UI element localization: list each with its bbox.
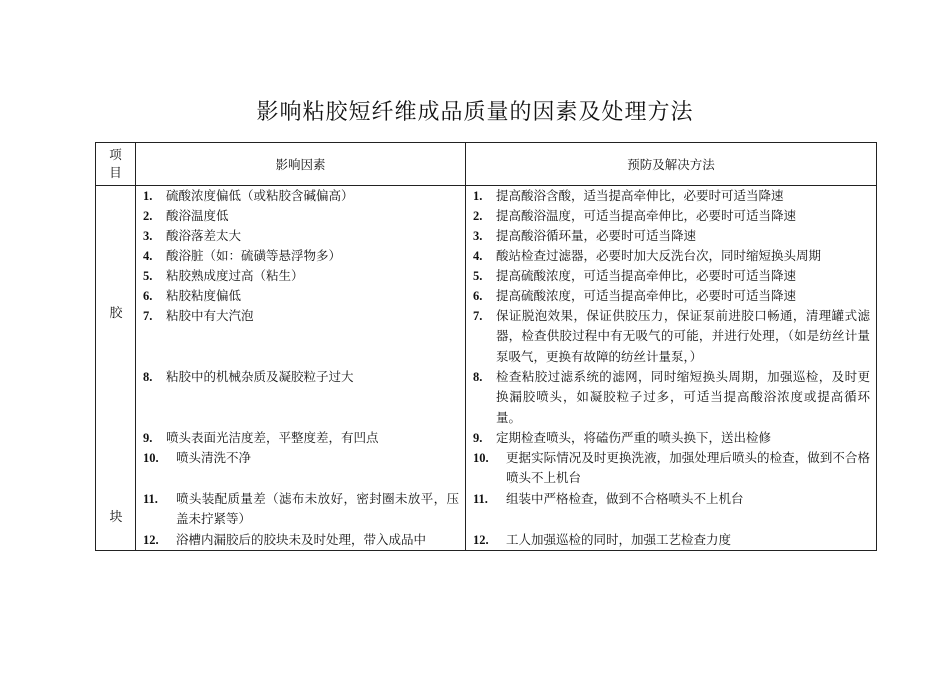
method-item-text: 保证脱泡效果，保证供胶压力，保证泵前进胶口畅通，清理罐式滤器，检查供胶过程中有无吸气的可能，并进行处理，（如是纺丝计量泵吸气，更换有故障的纺丝计量泵，） xyxy=(496,308,870,364)
method-item-text: 定期检查喷头，将磕伤严重的喷头换下，送出检修 xyxy=(496,430,772,445)
method-item-text: 提高硫酸浓度，可适当提高牵伸比，必要时可适当降速 xyxy=(496,288,797,303)
cause-item-number: 9. xyxy=(143,431,153,445)
cause-item-number: 5. xyxy=(143,269,153,283)
cause-item-text: 粘胶粘度偏低 xyxy=(166,288,242,303)
category-cell xyxy=(96,186,136,551)
method-item xyxy=(466,206,876,226)
method-item-text: 工人加强巡检的同时，加强工艺检查力度 xyxy=(506,532,732,547)
method-item-text: 组装中严格检查，做到不合格喷头不上机台 xyxy=(506,491,744,506)
method-item-number: 8. xyxy=(473,370,483,384)
method-item-number: 10. xyxy=(473,451,489,465)
method-item xyxy=(466,266,876,286)
cause-item xyxy=(136,206,465,226)
method-item xyxy=(466,367,876,428)
cause-item xyxy=(136,186,465,206)
method-item-text: 提高酸浴含酸，适当提高牵伸比，必要时可适当降速 xyxy=(496,188,784,203)
method-item-number: 5. xyxy=(473,269,483,283)
method-item-number: 2. xyxy=(473,209,483,223)
quality-factors-table xyxy=(95,142,877,551)
method-item-text: 提高硫酸浓度，可适当提高牵伸比，必要时可适当降速 xyxy=(496,268,797,283)
cause-item xyxy=(136,226,465,246)
method-item-number: 3. xyxy=(473,229,483,243)
cause-item-number: 12. xyxy=(143,533,159,547)
header-row xyxy=(96,143,877,186)
method-item-number: 4. xyxy=(473,249,483,263)
cause-item-text: 粘胶中有大汽泡 xyxy=(166,308,254,323)
cause-list xyxy=(136,186,466,551)
method-item-number: 6. xyxy=(473,289,483,303)
header-cause: 影响因素 xyxy=(136,143,466,186)
cause-item-number: 3. xyxy=(143,229,153,243)
method-item-text: 更据实际情况及时更换洗液，加强处理后喷头的检查，做到不合格喷头不上机台 xyxy=(506,450,870,486)
cause-item-number: 6. xyxy=(143,289,153,303)
cause-item-text: 浴槽内漏胶后的胶块未及时处理，带入成品中 xyxy=(176,532,427,547)
cause-item xyxy=(136,428,465,448)
header-method: 预防及解决方法 xyxy=(466,143,877,186)
cause-item-number: 1. xyxy=(143,189,153,203)
cause-item-text: 粘胶熟成度过高（粘生） xyxy=(166,268,304,283)
cause-item-text: 酸浴脏（如：硫磺等悬浮物多） xyxy=(166,248,342,263)
cause-item-text: 酸浴温度低 xyxy=(166,208,229,223)
cause-item-number: 10. xyxy=(143,451,159,465)
cause-item-text: 喷头表面光洁度差，平整度差，有凹点 xyxy=(166,430,379,445)
cause-item xyxy=(136,530,465,550)
method-item xyxy=(466,286,876,306)
cause-item-number: 2. xyxy=(143,209,153,223)
category-char-1: 胶 xyxy=(109,306,123,321)
cause-item-number: 4. xyxy=(143,249,153,263)
method-item xyxy=(466,186,876,206)
cause-item xyxy=(136,448,465,489)
cause-item xyxy=(136,367,465,428)
header-item-char-1: 项 xyxy=(109,147,122,162)
cause-item-text: 喷头装配质量差（滤布未放好，密封圈未放平，压盖未拧紧等） xyxy=(176,491,459,527)
method-item xyxy=(466,428,876,448)
method-item xyxy=(466,226,876,246)
cause-item-text: 硫酸浓度偏低（或粘胶含碱偏高） xyxy=(166,188,354,203)
document-title: 影响粘胶短纤维成品质量的因素及处理方法 xyxy=(256,100,694,125)
category-char-2: 块 xyxy=(109,510,123,525)
body-row xyxy=(96,186,877,551)
method-item xyxy=(466,246,876,266)
cause-item-text: 粘胶中的机械杂质及凝胶粒子过大 xyxy=(166,369,354,384)
cause-item xyxy=(136,246,465,266)
cause-item-number: 7. xyxy=(143,309,153,323)
method-item-number: 12. xyxy=(473,533,489,547)
cause-item-text: 喷头清洗不净 xyxy=(176,450,252,465)
cause-item xyxy=(136,306,465,367)
method-item-number: 9. xyxy=(473,431,483,445)
method-item xyxy=(466,448,876,489)
method-item-text: 提高酸浴循环量，必要时可适当降速 xyxy=(496,228,697,243)
cause-item-number: 11. xyxy=(143,492,158,506)
cause-item xyxy=(136,489,465,530)
header-item-char-2: 目 xyxy=(109,165,122,180)
method-list xyxy=(466,186,877,551)
method-item-text: 提高酸浴温度，可适当提高牵伸比，必要时可适当降速 xyxy=(496,208,797,223)
method-item-number: 7. xyxy=(473,309,483,323)
cause-item-text: 酸浴落差太大 xyxy=(166,228,242,243)
method-item xyxy=(466,489,876,530)
cause-item-number: 8. xyxy=(143,370,153,384)
method-item xyxy=(466,306,876,367)
method-item-text: 酸站检查过滤器，必要时加大反洗台次，同时缩短换头周期 xyxy=(496,248,822,263)
cause-item xyxy=(136,266,465,286)
method-item-number: 1. xyxy=(473,189,483,203)
method-item-text: 检查粘胶过滤系统的滤网，同时缩短换头周期，加强巡检，及时更换漏胶喷头，如凝胶粒子过多，可适当提高酸浴浓度或提高循环量。 xyxy=(496,369,870,425)
header-item xyxy=(96,143,136,186)
method-item xyxy=(466,530,876,550)
method-item-number: 11. xyxy=(473,492,488,506)
cause-item xyxy=(136,286,465,306)
